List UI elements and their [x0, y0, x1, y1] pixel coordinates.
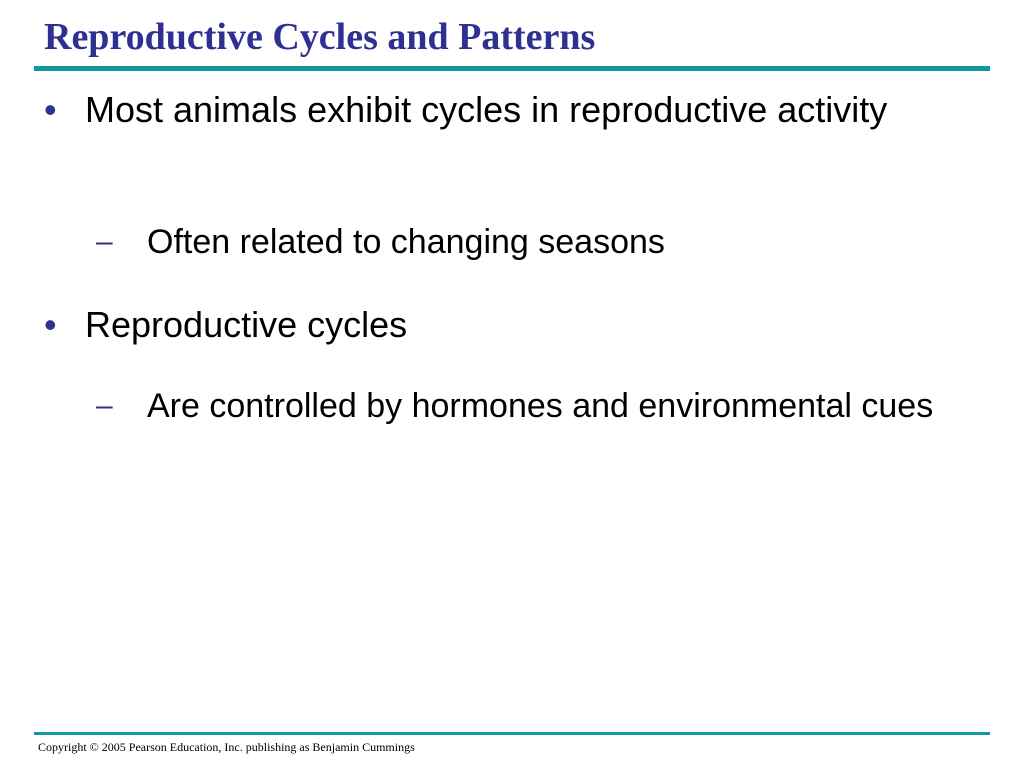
copyright-footer: Copyright © 2005 Pearson Education, Inc. publishing as Benjamin Cummings	[38, 740, 415, 754]
sub-bullet-marker: –	[96, 225, 113, 258]
sub-bullet-marker: –	[96, 389, 113, 422]
bullet-text: Reproductive cycles	[85, 304, 408, 345]
bullet-marker: •	[44, 304, 57, 345]
slide-title: Reproductive Cycles and Patterns	[44, 16, 596, 58]
sub-bullet-text: Often related to changing seasons	[147, 223, 665, 261]
footer-divider	[34, 732, 990, 735]
sub-bullet-text: Are controlled by hormones and environmental cues	[147, 387, 934, 425]
title-divider	[34, 66, 990, 71]
bullet-marker: •	[44, 89, 57, 130]
bullet-text: Most animals exhibit cycles in reproductive activity	[85, 89, 888, 130]
